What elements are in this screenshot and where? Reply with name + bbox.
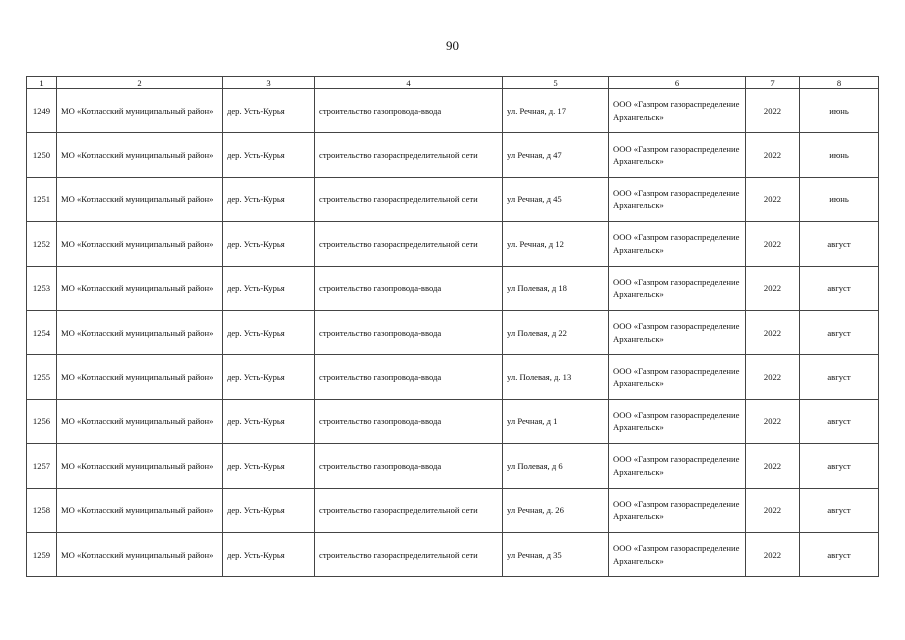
month-cell: август [800,310,879,354]
work-type-cell: строительство газораспределительной сети [315,177,503,221]
column-header: 4 [315,77,503,89]
column-header: 3 [223,77,315,89]
organization-cell: ООО «Газпром газораспределение Архангельск» [609,89,746,133]
month-cell: июнь [800,89,879,133]
row-number: 1254 [27,310,57,354]
municipality-cell: МО «Котласский муниципальный район» [57,399,223,443]
month-cell: август [800,532,879,576]
settlement-cell: дер. Усть-Курья [223,89,315,133]
year-cell: 2022 [746,133,800,177]
address-cell: ул Речная, д. 26 [503,488,609,532]
municipality-cell: МО «Котласский муниципальный район» [57,444,223,488]
year-cell: 2022 [746,266,800,310]
settlement-cell: дер. Усть-Курья [223,177,315,221]
municipality-cell: МО «Котласский муниципальный район» [57,89,223,133]
address-cell: ул. Речная, д. 17 [503,89,609,133]
work-type-cell: строительство газораспределительной сети [315,488,503,532]
address-cell: ул Речная, д 35 [503,532,609,576]
address-cell: ул Полевая, д 18 [503,266,609,310]
organization-cell: ООО «Газпром газораспределение Архангельск» [609,444,746,488]
year-cell: 2022 [746,310,800,354]
municipality-cell: МО «Котласский муниципальный район» [57,222,223,266]
municipality-cell: МО «Котласский муниципальный район» [57,310,223,354]
row-number: 1249 [27,89,57,133]
address-cell: ул Речная, д 45 [503,177,609,221]
address-cell: ул Полевая, д 22 [503,310,609,354]
month-cell: август [800,355,879,399]
settlement-cell: дер. Усть-Курья [223,222,315,266]
table-row [27,89,879,133]
work-type-cell: строительство газопровода-ввода [315,310,503,354]
row-number: 1256 [27,399,57,443]
work-type-cell: строительство газопровода-ввода [315,444,503,488]
year-cell: 2022 [746,355,800,399]
municipality-cell: МО «Котласский муниципальный район» [57,133,223,177]
work-type-cell: строительство газопровода-ввода [315,355,503,399]
settlement-cell: дер. Усть-Курья [223,488,315,532]
table-row [27,266,879,310]
municipality-cell: МО «Котласский муниципальный район» [57,266,223,310]
row-number: 1251 [27,177,57,221]
address-cell: ул. Речная, д 12 [503,222,609,266]
organization-cell: ООО «Газпром газораспределение Архангельск» [609,488,746,532]
column-header: 5 [503,77,609,89]
year-cell: 2022 [746,399,800,443]
column-header: 8 [800,77,879,89]
table-row [27,399,879,443]
table-row [27,532,879,576]
organization-cell: ООО «Газпром газораспределение Архангельск» [609,355,746,399]
row-number: 1250 [27,133,57,177]
address-cell: ул Полевая, д 6 [503,444,609,488]
month-cell: август [800,266,879,310]
year-cell: 2022 [746,532,800,576]
municipality-cell: МО «Котласский муниципальный район» [57,488,223,532]
municipality-cell: МО «Котласский муниципальный район» [57,532,223,576]
year-cell: 2022 [746,177,800,221]
work-type-cell: строительство газораспределительной сети [315,133,503,177]
organization-cell: ООО «Газпром газораспределение Архангельск» [609,222,746,266]
settlement-cell: дер. Усть-Курья [223,532,315,576]
year-cell: 2022 [746,89,800,133]
table-row [27,177,879,221]
page-number: 90 [446,38,459,53]
column-header: 1 [27,77,57,89]
month-cell: июнь [800,133,879,177]
table-row [27,133,879,177]
work-type-cell: строительство газораспределительной сети [315,532,503,576]
column-header: 7 [746,77,800,89]
address-cell: ул. Полевая, д. 13 [503,355,609,399]
table-row [27,355,879,399]
organization-cell: ООО «Газпром газораспределение Архангельск» [609,532,746,576]
work-type-cell: строительство газопровода-ввода [315,266,503,310]
settlement-cell: дер. Усть-Курья [223,133,315,177]
organization-cell: ООО «Газпром газораспределение Архангельск» [609,177,746,221]
settlement-cell: дер. Усть-Курья [223,266,315,310]
work-type-cell: строительство газопровода-ввода [315,399,503,443]
month-cell: август [800,222,879,266]
month-cell: август [800,444,879,488]
table-row [27,222,879,266]
work-type-cell: строительство газораспределительной сети [315,222,503,266]
row-number: 1255 [27,355,57,399]
settlement-cell: дер. Усть-Курья [223,444,315,488]
column-number-row [27,77,879,89]
row-number: 1257 [27,444,57,488]
table-row [27,488,879,532]
year-cell: 2022 [746,444,800,488]
table-body [27,89,879,577]
month-cell: август [800,488,879,532]
table-row [27,310,879,354]
year-cell: 2022 [746,222,800,266]
row-number: 1252 [27,222,57,266]
row-number: 1258 [27,488,57,532]
column-header: 6 [609,77,746,89]
municipality-cell: МО «Котласский муниципальный район» [57,355,223,399]
settlement-cell: дер. Усть-Курья [223,310,315,354]
row-number: 1253 [27,266,57,310]
municipality-cell: МО «Котласский муниципальный район» [57,177,223,221]
month-cell: август [800,399,879,443]
settlement-cell: дер. Усть-Курья [223,399,315,443]
settlement-cell: дер. Усть-Курья [223,355,315,399]
row-number: 1259 [27,532,57,576]
organization-cell: ООО «Газпром газораспределение Архангельск» [609,310,746,354]
organization-cell: ООО «Газпром газораспределение Архангельск» [609,266,746,310]
table-row [27,444,879,488]
column-header: 2 [57,77,223,89]
gasification-table [26,76,879,577]
organization-cell: ООО «Газпром газораспределение Архангельск» [609,399,746,443]
address-cell: ул Речная, д 47 [503,133,609,177]
month-cell: июнь [800,177,879,221]
year-cell: 2022 [746,488,800,532]
organization-cell: ООО «Газпром газораспределение Архангельск» [609,133,746,177]
work-type-cell: строительство газопровода-ввода [315,89,503,133]
address-cell: ул Речная, д 1 [503,399,609,443]
